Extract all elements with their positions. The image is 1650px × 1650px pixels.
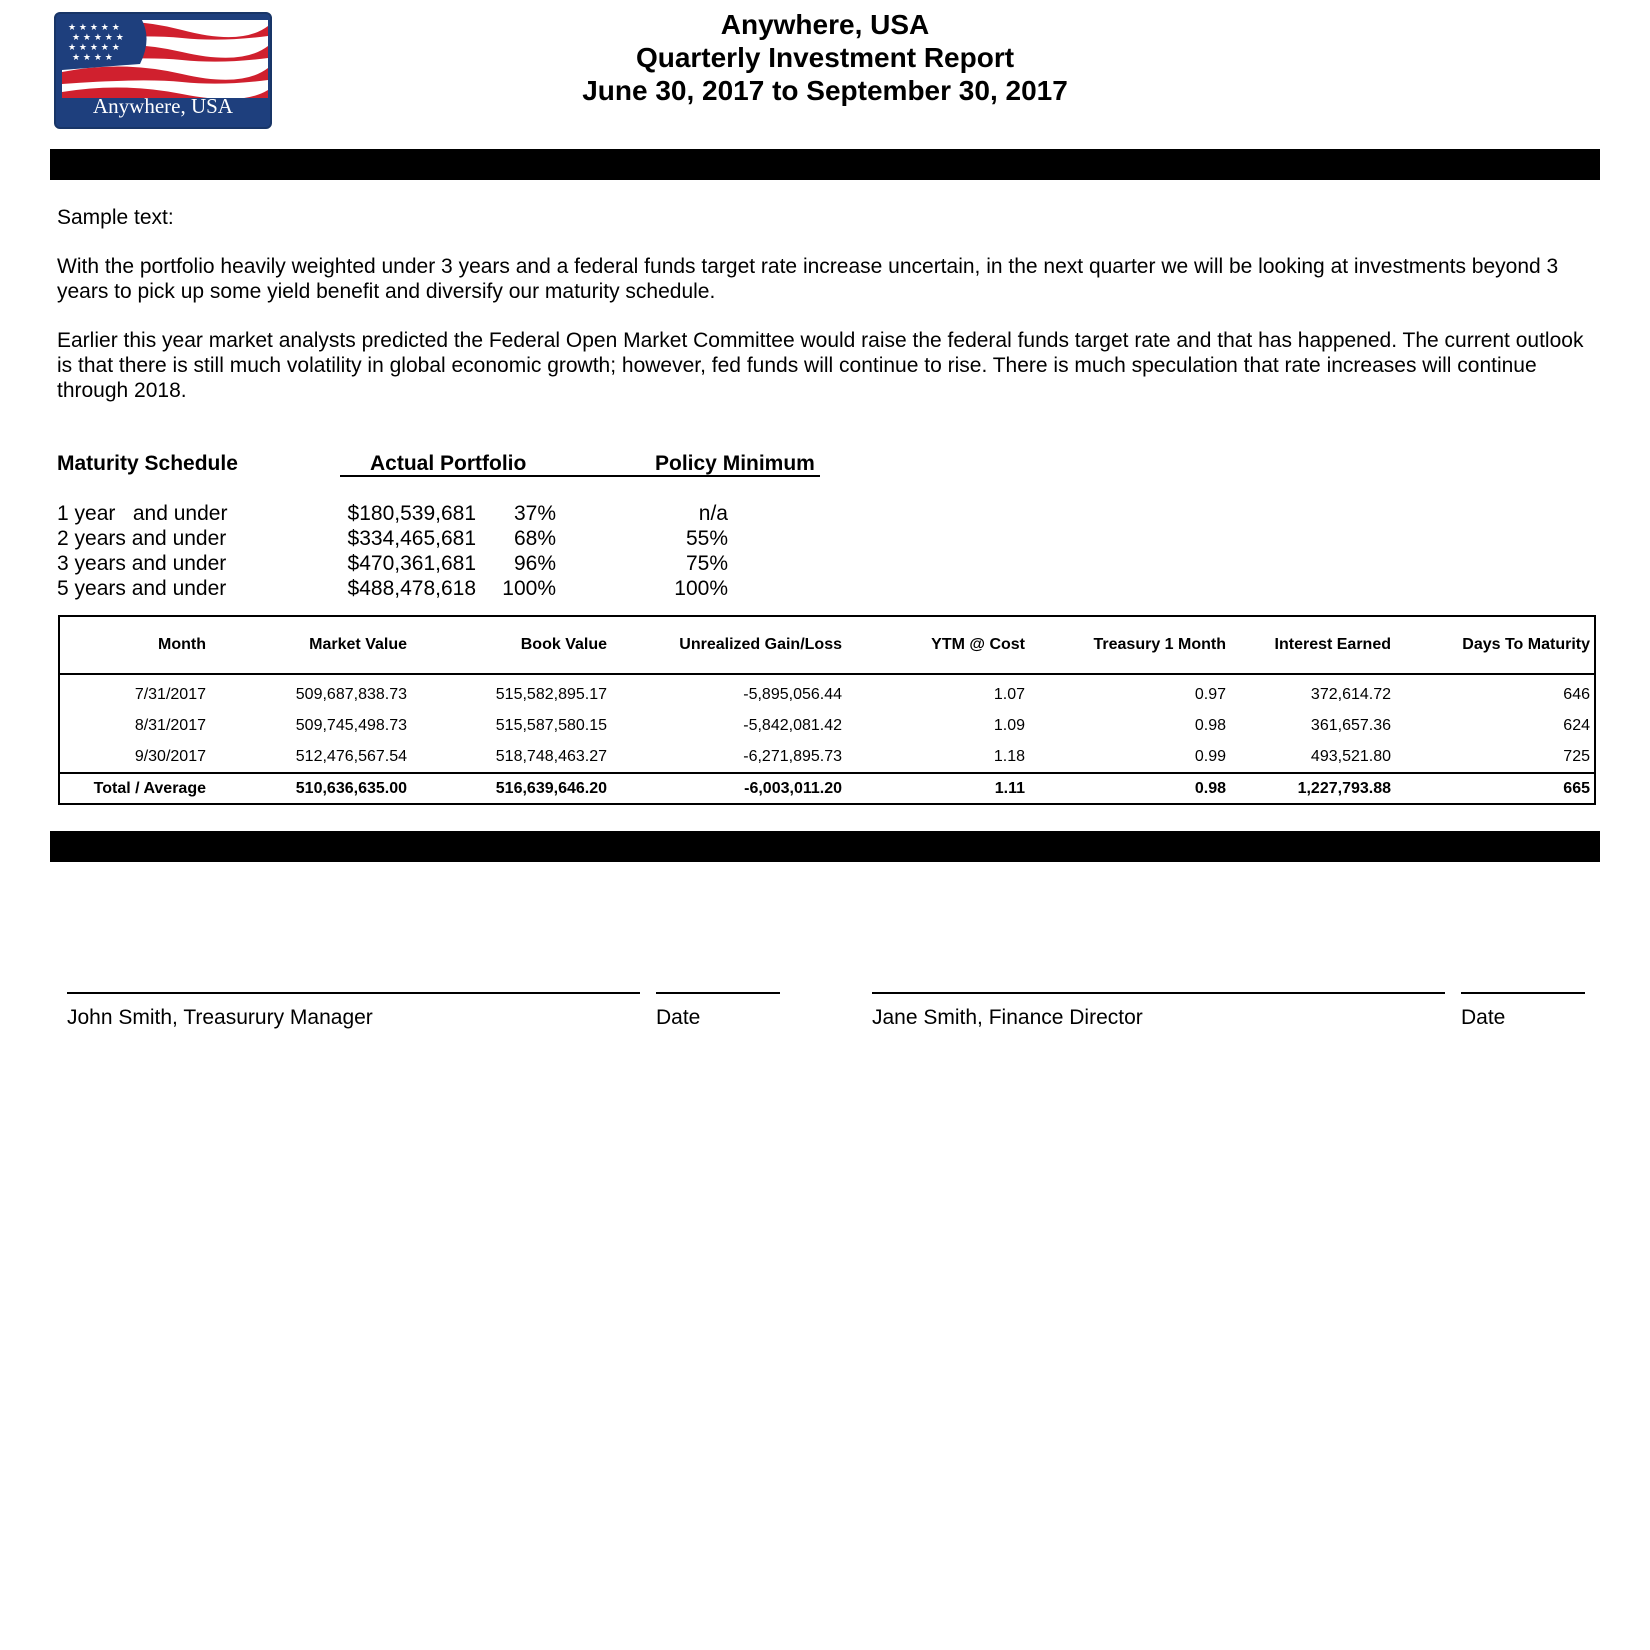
cell-days-to-maturity: 624 [1563,716,1590,734]
signature-line-right [872,992,1445,994]
total-label: Total / Average [93,779,206,797]
policy-minimum-header: Policy Minimum [655,452,820,477]
date-line-left [656,992,780,994]
cell-month: 8/31/2017 [134,716,206,734]
header-market-value: Market Value [309,636,407,653]
title-city: Anywhere, USA [720,9,930,40]
logo-text: Anywhere, USA [93,94,233,118]
header-unrealized-gain-loss: Unrealized Gain/Loss [679,636,842,653]
table-row [60,741,1594,772]
table-total-row [60,772,1594,803]
top-divider-bar [50,149,1600,180]
cell-interest-earned: 493,521.80 [1310,747,1391,765]
monthly-summary-table [58,615,1596,805]
header-ytm-cost: YTM @ Cost [931,636,1025,653]
cell-month: 7/31/2017 [134,685,206,703]
maturity-percent: 68% [513,527,556,550]
cell-treasury-1-month: 0.99 [1194,747,1226,765]
maturity-percent: 37% [513,502,556,525]
header-book-value: Book Value [520,636,607,653]
header-interest-earned: Interest Earned [1274,636,1391,653]
commentary-paragraph-1: With the portfolio heavily weighted under 3 years and a federal funds target rate increase uncertain, in the next quarter we will be looking at investments beyond 3 years to pick up some yield benefit and diversify our maturity schedule. [57,255,1559,303]
signature-line-left [67,992,640,994]
cell-month: 9/30/2017 [134,747,206,765]
total-unrealized-gain-loss: -6,003,011.20 [744,779,842,797]
average-treasury-1-month: 0.98 [1194,779,1226,797]
header-days-to-maturity: Days To Maturity [1462,636,1590,653]
maturity-amount: $488,478,618 [347,577,476,600]
bottom-divider-bar [50,831,1600,862]
cell-market-value: 512,476,567.54 [295,747,407,765]
total-interest-earned: 1,227,793.88 [1297,779,1391,797]
svg-text:★ ★ ★ ★ ★: ★ ★ ★ ★ ★ [68,43,120,53]
title-report-name: Quarterly Investment Report [635,42,1015,73]
header-month: Month [158,636,206,653]
maturity-amount: $470,361,681 [347,552,476,575]
city-logo [54,12,272,129]
maturity-amount: $180,539,681 [347,502,476,525]
cell-unrealized-gain-loss: -6,271,895.73 [743,747,842,765]
maturity-row [57,527,757,552]
maturity-policy: 100% [674,577,728,600]
commentary-paragraph-2: Earlier this year market analysts predicted the Federal Open Market Committee would raise the federal funds target rate and that has happened. The current outlook is that there is still much volatility in global economic growth; however, fed funds will continue to rise. There is much speculation that rate increases will continue through 2018. [57,329,1584,402]
cell-days-to-maturity: 725 [1563,747,1590,765]
title-period: June 30, 2017 to September 30, 2017 [582,75,1068,106]
table-row [60,710,1594,741]
cell-market-value: 509,745,498.73 [295,716,407,734]
report-title [460,8,1190,107]
svg-text:★ ★ ★ ★: ★ ★ ★ ★ [72,53,113,63]
cell-book-value: 515,587,580.15 [495,716,607,734]
maturity-policy: n/a [698,502,728,525]
maturity-label: 3 years and under [57,552,227,575]
maturity-row [57,577,757,602]
maturity-row [57,502,757,527]
cell-unrealized-gain-loss: -5,895,056.44 [743,685,842,703]
average-days-to-maturity: 665 [1563,779,1590,797]
maturity-percent: 96% [513,552,556,575]
maturity-label: 1 year and under [57,502,228,525]
american-flag-icon [62,20,268,98]
cell-market-value: 509,687,838.73 [295,685,407,703]
date-line-right [1461,992,1585,994]
maturity-policy: 75% [685,552,728,575]
table-row [60,679,1594,710]
cell-ytm-cost: 1.07 [993,685,1025,703]
maturity-policy: 55% [685,527,728,550]
cell-unrealized-gain-loss: -5,842,081.42 [743,716,842,734]
cell-ytm-cost: 1.09 [993,716,1025,734]
signatory-left-name: John Smith, Treasurury Manager [67,1006,373,1029]
maturity-schedule-title: Maturity Schedule [57,452,238,475]
cell-treasury-1-month: 0.98 [1194,716,1226,734]
svg-text:★ ★ ★ ★ ★: ★ ★ ★ ★ ★ [68,23,120,33]
header-treasury-1-month: Treasury 1 Month [1093,636,1226,653]
svg-text:★ ★ ★ ★ ★: ★ ★ ★ ★ ★ [72,33,124,43]
maturity-row [57,552,757,577]
cell-treasury-1-month: 0.97 [1194,685,1226,703]
maturity-amount: $334,465,681 [347,527,476,550]
maturity-percent: 100% [502,577,556,600]
intro-label: Sample text: [57,206,174,229]
cell-ytm-cost: 1.18 [993,747,1025,765]
cell-days-to-maturity: 646 [1563,685,1590,703]
signatory-left-date-label: Date [656,1006,701,1029]
cell-book-value: 515,582,895.17 [495,685,607,703]
cell-interest-earned: 372,614.72 [1310,685,1391,703]
average-ytm-cost: 1.11 [994,779,1025,797]
maturity-label: 5 years and under [57,577,227,600]
cell-interest-earned: 361,657.36 [1310,716,1391,734]
total-market-value: 510,636,635.00 [295,779,407,797]
maturity-label: 2 years and under [57,527,227,550]
cell-book-value: 518,748,463.27 [495,747,607,765]
table-header-row [60,617,1594,675]
total-book-value: 516,639,646.20 [495,779,607,797]
actual-portfolio-header: Actual Portfolio [340,452,655,477]
signatory-right-name: Jane Smith, Finance Director [872,1006,1143,1029]
signatory-right-date-label: Date [1461,1006,1506,1029]
